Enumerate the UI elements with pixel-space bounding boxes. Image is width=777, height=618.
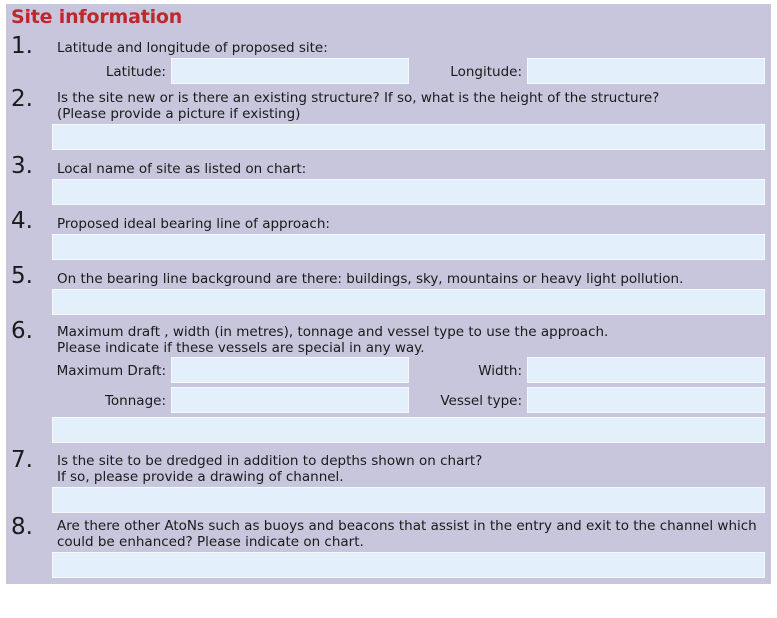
section-title: Site information [11, 6, 183, 28]
question-number-4: 4. [11, 208, 33, 234]
question-number-6: 6. [11, 318, 33, 344]
local-name-field[interactable] [52, 179, 765, 205]
question-text-4: Proposed ideal bearing line of approach: [57, 216, 330, 232]
question-number-7: 7. [11, 447, 33, 473]
background-field[interactable] [52, 289, 765, 315]
longitude-field[interactable] [527, 58, 765, 84]
question-number-1: 1. [11, 33, 33, 59]
latitude-field[interactable] [171, 58, 409, 84]
existing-structure-field[interactable] [52, 124, 765, 150]
question-text-6-line1: Maximum draft , width (in metres), tonnage and vessel type to use the approach. [57, 324, 609, 340]
question-text-7-line1: Is the site to be dredged in addition to depths shown on chart? [57, 453, 483, 469]
vessel-type-label: Vessel type: [440, 393, 522, 409]
width-field[interactable] [527, 357, 765, 383]
width-label: Width: [478, 363, 522, 379]
question-number-8: 8. [11, 514, 33, 540]
dredging-field[interactable] [52, 487, 765, 513]
question-text-8-line2: could be enhanced? Please indicate on chart. [57, 534, 364, 550]
other-atons-field[interactable] [52, 552, 765, 578]
question-number-3: 3. [11, 153, 33, 179]
question-text-2-line2: (Please provide a picture if existing) [57, 106, 301, 122]
question-text-7-line2: If so, please provide a drawing of channel. [57, 469, 344, 485]
question-text-5: On the bearing line background are there: buildings, sky, mountains or heavy light pollution. [57, 271, 684, 287]
max-draft-label: Maximum Draft: [56, 363, 166, 379]
longitude-label: Longitude: [450, 64, 522, 80]
question-text-1: Latitude and longitude of proposed site: [57, 40, 328, 56]
question-number-2: 2. [11, 86, 33, 112]
vessel-type-field[interactable] [527, 387, 765, 413]
latitude-label: Latitude: [105, 64, 166, 80]
bearing-line-field[interactable] [52, 234, 765, 260]
question-text-2-line1: Is the site new or is there an existing structure? If so, what is the height of the structure? [57, 90, 660, 106]
vessel-special-field[interactable] [52, 417, 765, 443]
max-draft-field[interactable] [171, 357, 409, 383]
question-text-8-line1: Are there other AtoNs such as buoys and beacons that assist in the entry and exit to the channel which [57, 518, 757, 534]
question-text-3: Local name of site as listed on chart: [57, 161, 307, 177]
question-number-5: 5. [11, 263, 33, 289]
tonnage-label: Tonnage: [104, 393, 166, 409]
question-text-6-line2: Please indicate if these vessels are special in any way. [57, 340, 425, 356]
tonnage-field[interactable] [171, 387, 409, 413]
